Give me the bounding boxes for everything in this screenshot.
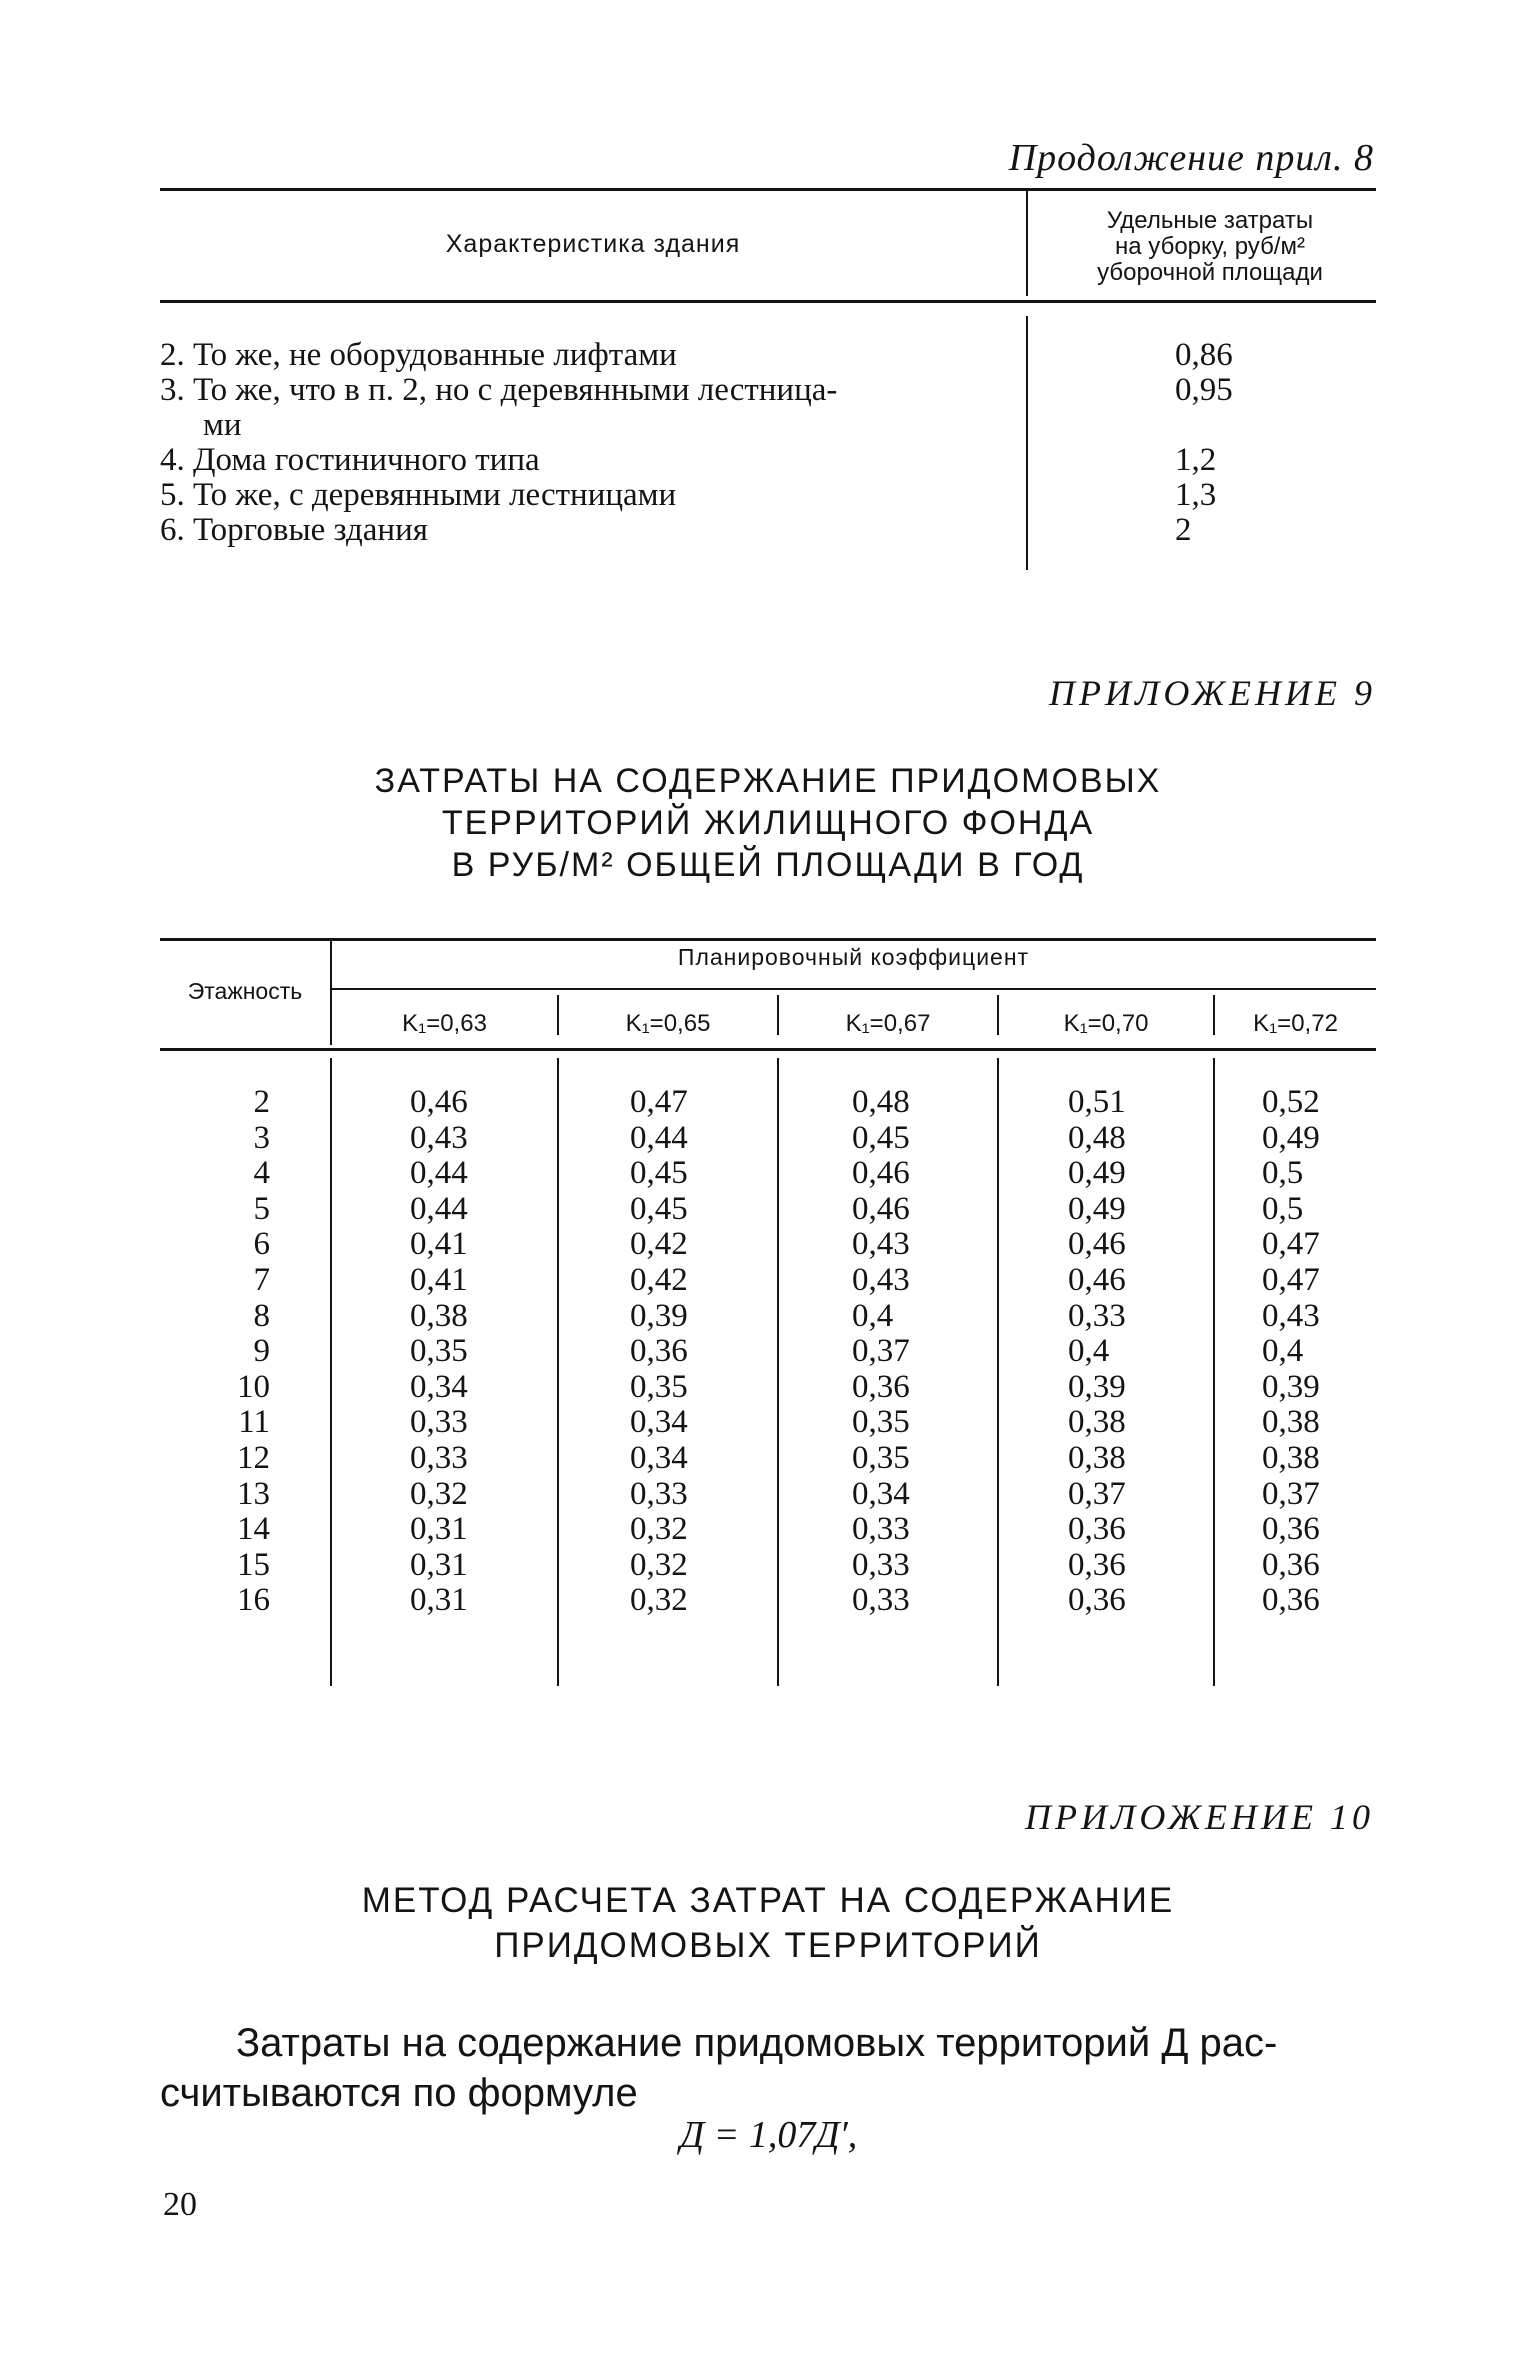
table2-value-cell: 0,32 [410,1475,468,1512]
table2-group-header: Планировочный коэффициент [677,944,1030,970]
table2-column-header: K₁=0,72 [1253,1010,1338,1037]
table2-body-divider [777,1058,779,1686]
table2-value-cell: 0,49 [1262,1119,1320,1156]
table2-value-cell: 0,36 [630,1333,688,1370]
table2-subheader-rule [332,988,1376,990]
table2-value-cell: 0,5 [1262,1155,1304,1192]
table2-value-cell: 0,32 [630,1582,688,1619]
table2-column-header: K₁=0,70 [1063,1010,1149,1037]
formula: Д = 1,07Д′, [680,2114,858,2156]
appendix9-title-line: ЗАТРАТЫ НА СОДЕРЖАНИЕ ПРИДОМОВЫХ [374,762,1162,800]
table1-row-text: 2. То же, не оборудованные лифтами [160,337,677,373]
table2-value-cell: 0,38 [1068,1440,1126,1476]
table1-column-divider [1026,190,1028,296]
table2-value-cell: 0,34 [410,1368,468,1405]
table2-floor-cell: 13 [237,1475,270,1512]
appendix9-title-line: В РУБ/М² ОБЩЕЙ ПЛОЩАДИ В ГОД [451,846,1085,884]
table1-header-cost [1030,208,1390,286]
table2-value-cell: 0,34 [852,1475,910,1512]
table2-value-cell: 0,43 [852,1226,910,1263]
table2-value-cell: 0,4 [1262,1333,1304,1370]
table2-value-cell: 0,36 [1068,1546,1126,1583]
appendix9-title [0,760,1536,886]
table2-value-cell: 0,46 [1068,1226,1126,1263]
table2-value-cell: 0,46 [410,1084,468,1120]
appendix10-title [0,1878,1536,1968]
table2-floor-cell: 14 [237,1511,270,1548]
table1-header-cost-line: уборочной площади [1097,259,1323,286]
table2-value-cell: 0,39 [1068,1368,1126,1405]
table2-value-cell: 0,41 [410,1226,468,1263]
table2-value-cell: 0,33 [852,1511,910,1548]
table2-body-divider [997,1058,999,1686]
table2-value-cell: 0,44 [410,1190,468,1227]
table2-value-cell: 0,51 [1068,1084,1126,1120]
table2-value-cell: 0,36 [1262,1546,1320,1583]
table2-value-cell: 0,38 [1068,1404,1126,1441]
table2-value-cell: 0,42 [630,1226,688,1263]
table2-floor-cell: 3 [253,1119,270,1156]
table2-column-header: K₁=0,65 [625,1010,711,1037]
table2-value-cell: 0,5 [1262,1190,1304,1227]
table2-floor-cell: 5 [253,1190,270,1227]
table2-body-divider [1213,1058,1215,1686]
table2-rowheader-floors: Этажность [187,978,303,1004]
table2-value-cell: 0,33 [630,1475,688,1512]
table2-value-cell: 0,37 [852,1333,910,1370]
table2-value-cell: 0,43 [852,1262,910,1298]
table2-value-cell: 0,47 [1262,1262,1320,1298]
table1-row-value: 2 [1175,512,1192,548]
table1-row-text: 5. То же, с деревянными лестницами [160,477,677,513]
table2-body-divider [557,1058,559,1686]
appendix10-paragraph [160,2018,1380,2118]
paragraph-line: Затраты на содержание придомовых территорий Д рас- [236,2021,1278,2065]
appendix10-label: ПРИЛОЖЕНИЕ 10 [1025,1797,1374,1837]
table2-floor-cell: 9 [253,1333,270,1370]
table1-row-value: 0,86 [1175,337,1233,373]
table2-value-cell: 0,46 [852,1155,910,1192]
table1-row-text: 6. Торговые здания [160,512,428,548]
table1-header-cost-line: на уборку, руб/м² [1115,233,1305,260]
table2-floor-cell: 7 [253,1262,270,1298]
table2-value-cell: 0,32 [630,1546,688,1583]
table2-column-header: K₁=0,67 [845,1010,931,1037]
table2-value-cell: 0,33 [1068,1297,1126,1334]
table2-floor-cell: 4 [253,1155,270,1192]
table2-value-cell: 0,35 [630,1368,688,1405]
table1-body-divider [1026,316,1028,570]
appendix10-title-line: МЕТОД РАСЧЕТА ЗАТРАТ НА СОДЕРЖАНИЕ [361,1881,1175,1920]
table2-value-cell: 0,32 [630,1511,688,1548]
table2-value-cell: 0,34 [630,1440,688,1476]
table2-value-cell: 0,38 [1262,1440,1320,1476]
table2-value-cell: 0,45 [630,1190,688,1227]
paragraph-line: считываются по формуле [160,2071,638,2115]
table2-value-cell: 0,36 [1262,1582,1320,1619]
table2-value-cell: 0,46 [1068,1262,1126,1298]
table2-top-rule [160,938,1376,941]
table2-value-cell: 0,36 [1068,1511,1126,1548]
table2-column-header: K₁=0,63 [402,1010,487,1037]
table2-floor-cell: 12 [237,1440,270,1476]
table2-floor-cell: 10 [237,1368,270,1405]
table2-value-cell: 0,38 [410,1297,468,1334]
table2-value-cell: 0,44 [630,1119,688,1156]
table2-body-divider [330,1058,332,1686]
table2-floor-cell: 15 [237,1546,270,1583]
table2-value-cell: 0,35 [852,1404,910,1441]
table2-value-cell: 0,38 [1262,1404,1320,1441]
table2-value-cell: 0,49 [1068,1155,1126,1192]
table1-row-text: ми [203,407,242,443]
table1-header-characteristic: Характеристика здания [445,230,741,258]
table2-value-cell: 0,34 [630,1404,688,1441]
table2-value-cell: 0,33 [410,1404,468,1441]
table1-row-text: 3. То же, что в п. 2, но с деревянными лестница- [160,372,838,408]
table2-value-cell: 0,52 [1262,1084,1320,1120]
table2-value-cell: 0,48 [852,1084,910,1120]
table2-value-cell: 0,47 [1262,1226,1320,1263]
table2-value-cell: 0,45 [630,1155,688,1192]
table1-header-rule [160,300,1376,303]
table2-value-cell: 0,31 [410,1582,468,1619]
table2-value-cell: 0,4 [852,1297,894,1334]
table2-value-cell: 0,44 [410,1155,468,1192]
table2-value-cell: 0,42 [630,1262,688,1298]
table1-row-value: 0,95 [1175,372,1233,408]
table2-floor-cell: 11 [238,1404,270,1441]
table2-value-cell: 0,31 [410,1546,468,1583]
table2-value-cell: 0,33 [410,1440,468,1476]
table1-row-text: 4. Дома гостиничного типа [160,442,540,478]
table2-floor-cell: 2 [253,1084,270,1120]
table2-header-rule [160,1048,1376,1051]
table2-floor-cell: 8 [253,1297,270,1334]
table2-value-cell: 0,39 [1262,1368,1320,1405]
table2-value-cell: 0,35 [852,1440,910,1476]
table1-top-rule [160,188,1376,191]
page-number: 20 [163,2186,197,2223]
table2-value-cell: 0,36 [852,1368,910,1405]
table2-value-cell: 0,48 [1068,1119,1126,1156]
table2-value-cell: 0,49 [1068,1190,1126,1227]
appendix9-title-line: ТЕРРИТОРИЙ ЖИЛИЩНОГО ФОНДА [441,804,1095,842]
table2-value-cell: 0,36 [1262,1511,1320,1548]
continuation-label: Продолжение прил. 8 [1008,137,1374,179]
table2-value-cell: 0,39 [630,1297,688,1334]
table2-value-cell: 0,45 [852,1119,910,1156]
table2-value-cell: 0,47 [630,1084,688,1120]
table2-value-cell: 0,43 [410,1119,468,1156]
table2-floor-cell: 6 [253,1226,270,1263]
table2-value-cell: 0,33 [852,1546,910,1583]
appendix9-label: ПРИЛОЖЕНИЕ 9 [1049,673,1376,713]
table1-row-value: 1,2 [1175,442,1217,478]
table2-value-cell: 0,37 [1068,1475,1126,1512]
table2-value-cell: 0,4 [1068,1333,1110,1370]
table2-value-cell: 0,31 [410,1511,468,1548]
table1-row-value: 1,3 [1175,477,1217,513]
table2-value-cell: 0,41 [410,1262,468,1298]
table2-value-cell: 0,33 [852,1582,910,1619]
table2-value-cell: 0,46 [852,1190,910,1227]
table1-header-cost-line: Удельные затраты [1106,207,1314,234]
table2-value-cell: 0,43 [1262,1297,1320,1334]
table2-value-cell: 0,35 [410,1333,468,1370]
table2-value-cell: 0,36 [1068,1582,1126,1619]
table2-value-cell: 0,37 [1262,1475,1320,1512]
table2-floor-cell: 16 [237,1582,270,1619]
appendix10-title-line: ПРИДОМОВЫХ ТЕРРИТОРИЙ [494,1926,1042,1965]
